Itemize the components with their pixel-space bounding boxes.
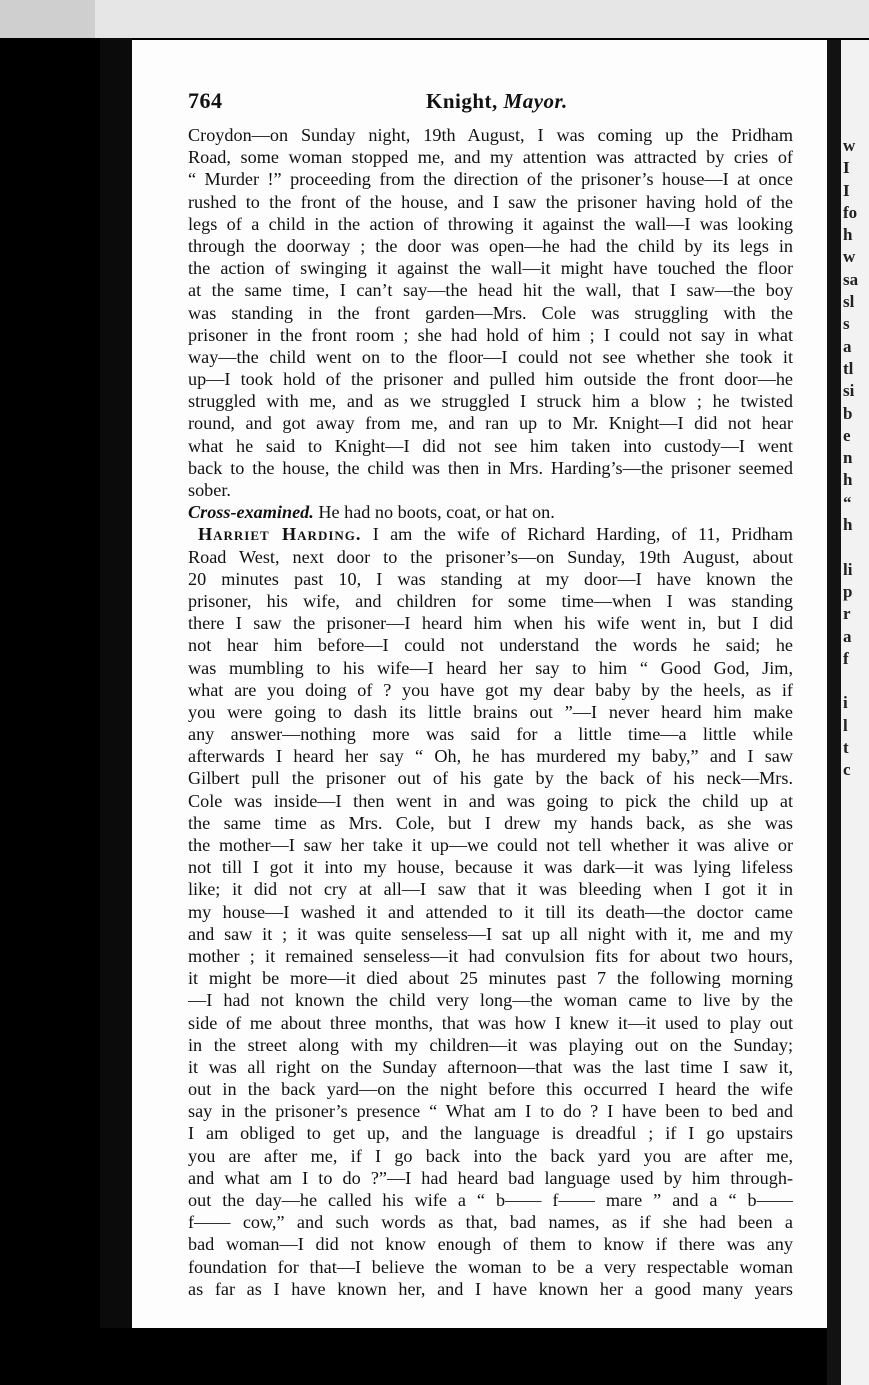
text-line: what are you doing of ? you have got my dear baby by the heels, as if	[188, 679, 793, 700]
adjacent-fragment: f	[843, 648, 849, 668]
cross-examined-text: He had no boots, coat, or hat on.	[313, 502, 555, 523]
adjacent-fragment: i	[843, 693, 848, 713]
witness-intro-line	[188, 523, 793, 545]
paper-edge	[95, 0, 869, 38]
cross-examined-label: Cross-examined.	[188, 502, 314, 523]
text-line: way—the child went on to the floor—I could not see whether she took it	[188, 346, 793, 367]
text-line: Cole was inside—I then went in and was going to pick the child up at	[188, 790, 793, 811]
text-line: any answer—nothing more was said for a little time—a little while	[188, 724, 793, 745]
text-line: bad woman—I did not know enough of them to know if there was any	[188, 1234, 793, 1255]
text-line: Road, some woman stopped me, and my attention was attracted by cries of	[188, 147, 793, 168]
page-number: 764	[188, 88, 223, 113]
witness-first-line: I am the wife of Richard Harding, of 11, Pridham	[361, 524, 793, 545]
text-line: and saw it ; it was quite senseless—I sat up all night with it, me and my	[188, 923, 793, 944]
text-line: was mumbling to his wife—I heard her say to him “ Good God, Jim,	[188, 657, 793, 678]
adjacent-page-strip	[827, 40, 869, 1385]
text-line: there I saw the prisoner—I heard him when his wife went in, but I did	[188, 613, 793, 634]
text-line: what he said to Knight—I did not see him taken into custody—I went	[188, 435, 793, 456]
text-line: foundation for that—I believe the woman to be a very respectable woman	[188, 1256, 793, 1277]
text-line: side of me about three months, that was how I knew it—it used to play out	[188, 1012, 793, 1033]
adjacent-fragment: n	[843, 448, 853, 468]
text-line: prisoner in the front room ; she had hold of him ; I could not say in what	[188, 324, 793, 345]
adjacent-fragment: fo	[843, 202, 858, 222]
book-spine-shadow	[100, 38, 132, 1328]
text-line: the same time as Mrs. Cole, but I drew my hands back, as she was	[188, 812, 793, 833]
adjacent-fragment: w	[843, 247, 856, 267]
adjacent-fragment: h	[843, 225, 853, 245]
scan-left-gutter	[0, 38, 100, 1385]
adjacent-fragment: h	[843, 515, 853, 535]
scan-top-strip	[0, 0, 869, 38]
text-line: my house—I washed it and attended to it till its death—the doctor came	[188, 901, 793, 922]
adjacent-fragment: p	[843, 581, 853, 601]
text-line: prisoner, his wife, and children for some time—when I was standing	[188, 590, 793, 611]
adjacent-fragment	[843, 670, 869, 692]
text-line: struggled with me, and as we struggled I struck him a blow ; he twisted	[188, 391, 793, 412]
running-head	[426, 89, 568, 114]
text-line: Road West, next door to the prisoner’s—on Sunday, 19th August, about	[188, 546, 793, 567]
text-line: you are after me, if I go back into the back yard you are after me,	[188, 1145, 793, 1166]
adjacent-fragment: si	[843, 381, 855, 401]
text-line: was standing in the front garden—Mrs. Cole was struggling with the	[188, 302, 793, 323]
text-line: like; it did not cry at all—I saw that it was bleeding when I got it in	[188, 879, 793, 900]
adjacent-fragment: l	[843, 715, 848, 735]
text-line: mother ; it remained senseless—it had convulsion fits for about two hours,	[188, 945, 793, 966]
page-header	[188, 88, 793, 124]
running-head-title: Mayor.	[503, 89, 568, 113]
adjacent-fragment: li	[843, 559, 853, 579]
adjacent-fragment	[843, 536, 869, 558]
witness-name: Harriet Harding.	[198, 524, 362, 545]
text-line: —I had not known the child very long—the woman came to live by the	[188, 990, 793, 1011]
text-line: it was all right on the Sunday afternoon—that was the last time I saw it,	[188, 1056, 793, 1077]
text-line: as far as I have known her, and I have known her a good many years	[188, 1278, 793, 1299]
adjacent-fragment: a	[843, 336, 852, 356]
adjacent-fragment: e	[843, 425, 851, 445]
adjacent-fragment: sl	[843, 292, 855, 312]
testimony-block-2	[188, 546, 793, 1300]
text-line: out in the back yard—on the night before this occurred I heard the wife	[188, 1079, 793, 1100]
testimony-block-1	[188, 124, 793, 501]
adjacent-fragment: w	[843, 136, 856, 155]
adjacent-page-shadow	[827, 40, 841, 1385]
text-line: f—— cow,” and such words as that, bad names, as if she had been a	[188, 1212, 793, 1233]
text-line: out the day—he called his wife a “ b—— f—— mare ” and a “ b——	[188, 1190, 793, 1210]
text-line: you were going to dash its little brains out ”—I never heard him make	[188, 701, 793, 722]
text-line: in the street along with my children—it was playing out on the Sunday;	[188, 1034, 793, 1055]
adjacent-fragment: s	[843, 314, 850, 334]
adjacent-fragment: h	[843, 470, 853, 490]
adjacent-fragment: c	[843, 760, 851, 780]
text-line: afterwards I heard her say “ Oh, he has murdered my baby,” and I saw	[188, 746, 793, 767]
adjacent-fragment: b	[843, 403, 853, 423]
text-line: the action of swinging it against the wall—it might have touched the floor	[188, 258, 793, 279]
text-line: “ Murder !” proceeding from the direction of the prisoner’s house—I at once	[188, 169, 793, 190]
book-page	[132, 40, 827, 1328]
text-line: through the doorway ; the door was open—he had the child by its legs in	[188, 235, 793, 256]
cross-examined-line	[188, 501, 793, 523]
text-line: say in the prisoner’s presence “ What am I to do ? I have been to bed and	[188, 1101, 793, 1122]
adjacent-fragment: “	[843, 492, 852, 512]
text-line: not till I got it into my house, because it was dark—it was lying lifeless	[188, 857, 793, 878]
text-line: legs of a child in the action of throwing it against the wall—I was looking	[188, 213, 793, 234]
text-line: and what am I to do ?”—I had heard bad language used by him through-	[188, 1167, 793, 1188]
adjacent-fragment: a	[843, 626, 852, 646]
text-line: at the same time, I can’t say—the head hit the wall, that I saw—the boy	[188, 280, 793, 301]
text-line: 20 minutes past 10, I was standing at my door—I have known the	[188, 568, 793, 589]
page-content	[188, 88, 793, 1300]
text-line: not hear him before—I could not understand the words he said; he	[188, 635, 793, 656]
adjacent-fragment: r	[843, 604, 851, 624]
text-line: round, and got away from me, and ran up to Mr. Knight—I did not hear	[188, 413, 793, 434]
text-line: rushed to the front of the house, and I saw the prisoner having hold of the	[188, 191, 793, 212]
adjacent-fragment: tl	[843, 358, 854, 378]
text-line: it might be more—it died about 25 minutes past 7 the following morning	[188, 968, 793, 989]
text-line: up—I took hold of the prisoner and pulled him outside the front door—he	[188, 369, 793, 390]
adjacent-page-fragments	[843, 135, 869, 782]
scan-bottom-band	[100, 1328, 827, 1385]
text-line: Gilbert pull the prisoner out of his gate by the back of his neck—Mrs.	[188, 768, 793, 789]
text-line: the mother—I saw her take it up—we could not tell whether it was alive or	[188, 835, 793, 855]
adjacent-fragment: t	[843, 738, 849, 758]
text-line: sober.	[188, 480, 231, 500]
running-head-name: Knight,	[426, 89, 504, 113]
text-line: Croydon—on Sunday night, 19th August, I was coming up the Pridham	[188, 125, 793, 145]
adjacent-fragment: I	[843, 180, 850, 200]
adjacent-fragment: I	[843, 158, 850, 178]
text-line: I am obliged to get up, and the language is dreadful ; if I go upstairs	[188, 1123, 793, 1144]
text-line: back to the house, the child was then in Mrs. Harding’s—the prisoner seemed	[188, 457, 793, 478]
adjacent-fragment: sa	[843, 269, 859, 289]
